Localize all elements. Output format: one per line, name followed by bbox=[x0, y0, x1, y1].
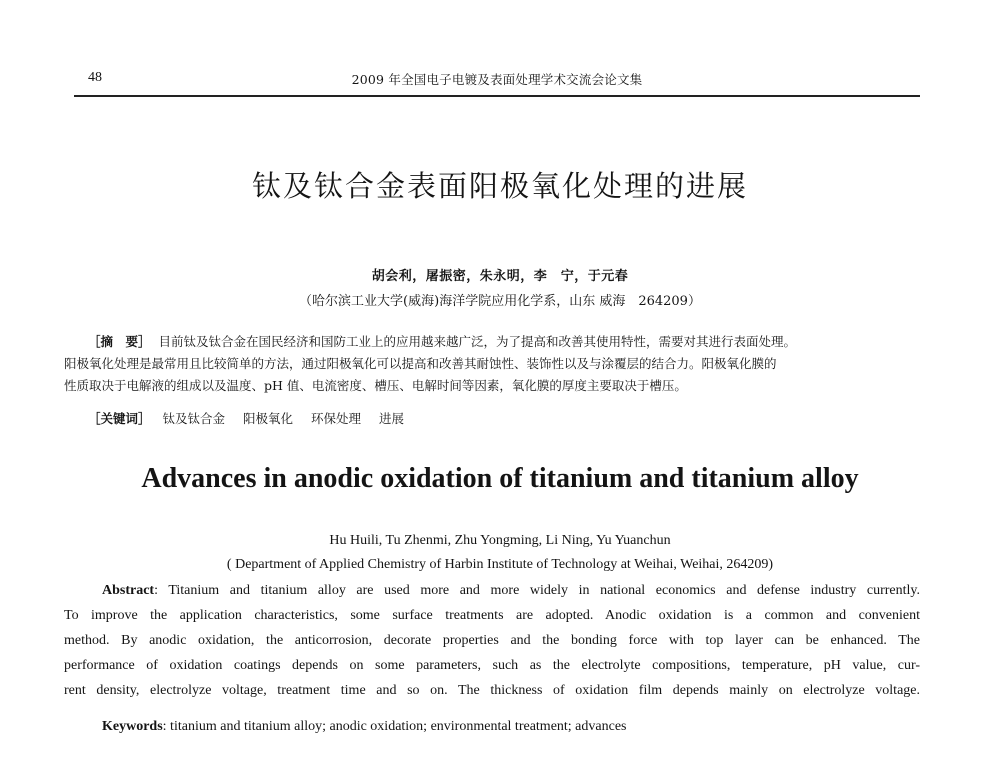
chinese-keyword: 环保处理 bbox=[311, 411, 362, 426]
english-keywords bbox=[102, 719, 627, 735]
chinese-abstract-line: 性质取决于电解液的组成以及温度、pH 值、电流密度、槽压、电解时间等因素，氧化膜的厚度主要取决于槽压。 bbox=[64, 378, 687, 393]
chinese-affiliation: （哈尔滨工业大学(威海)海洋学院应用化学系，山东 威海 264209） bbox=[299, 294, 701, 309]
english-abstract-line: method. By anodic oxidation, the anticorrosion, decorate properties and the bonding force with top layer can be enhanced. The bbox=[64, 633, 920, 648]
page-number: 48 bbox=[88, 70, 102, 85]
chinese-keyword: 进展 bbox=[379, 411, 405, 426]
english-abstract bbox=[64, 578, 920, 703]
english-authors: Hu Huili, Tu Zhenmi, Zhu Yongming, Li Ning, Yu Yuanchun bbox=[329, 533, 671, 548]
english-abstract-text: : Titanium and titanium alloy are used more and more widely in national economics and defense industry currently. bbox=[154, 583, 920, 598]
chinese-abstract-line: 阳极氧化处理是最常用且比较简单的方法，通过阳极氧化可以提高和改善其耐蚀性、装饰性以及与涂覆层的结合力。阳极氧化膜的 bbox=[64, 356, 777, 371]
chinese-abstract bbox=[64, 331, 920, 397]
english-abstract-line: rent density, electrolyze voltage, treatment time and so on. The thickness of oxidation film depends mainly on electrolyze voltage. bbox=[64, 683, 920, 698]
english-abstract-label: Abstract bbox=[102, 583, 155, 598]
chinese-abstract-text: 目前钛及钛合金在国民经济和国防工业上的应用越来越广泛，为了提高和改善其使用特性，需要对其进行表面处理。 bbox=[158, 334, 797, 349]
english-keywords-text: : titanium and titanium alloy; anodic oxidation; environmental treatment; advances bbox=[162, 719, 627, 734]
header-rule bbox=[74, 95, 920, 97]
chinese-abstract-label: ［摘 要］ bbox=[88, 334, 151, 349]
english-title: Advances in anodic oxidation of titanium and titanium alloy bbox=[141, 463, 859, 494]
chinese-abstract-line bbox=[64, 331, 920, 353]
chinese-keyword: 钛及钛合金 bbox=[162, 411, 226, 426]
english-abstract-line: performance of oxidation coatings depends on some parameters, such as the electrolyte compositions, temperature, pH value, cur- bbox=[64, 658, 920, 673]
english-abstract-line: To improve the application characteristics, some surface treatments are adopted. Anodic oxidation is a common and convenient bbox=[64, 608, 920, 623]
chinese-keyword: 阳极氧化 bbox=[243, 411, 294, 426]
english-keywords-label: Keywords bbox=[102, 719, 163, 734]
chinese-keywords bbox=[88, 409, 418, 427]
proceedings-title: 2009 年全国电子电镀及表面处理学术交流会论文集 bbox=[351, 72, 643, 87]
english-affiliation: ( Department of Applied Chemistry of Harbin Institute of Technology at Weihai, Weihai, 264209) bbox=[226, 557, 774, 572]
english-abstract-line bbox=[64, 578, 920, 603]
running-header bbox=[74, 66, 920, 88]
chinese-authors: 胡会利，屠振密，朱永明，李 宁，于元春 bbox=[371, 269, 629, 284]
chinese-keywords-label: ［关键词］ bbox=[88, 411, 151, 426]
chinese-title: 钛及钛合金表面阳极氧化处理的进展 bbox=[251, 169, 748, 203]
